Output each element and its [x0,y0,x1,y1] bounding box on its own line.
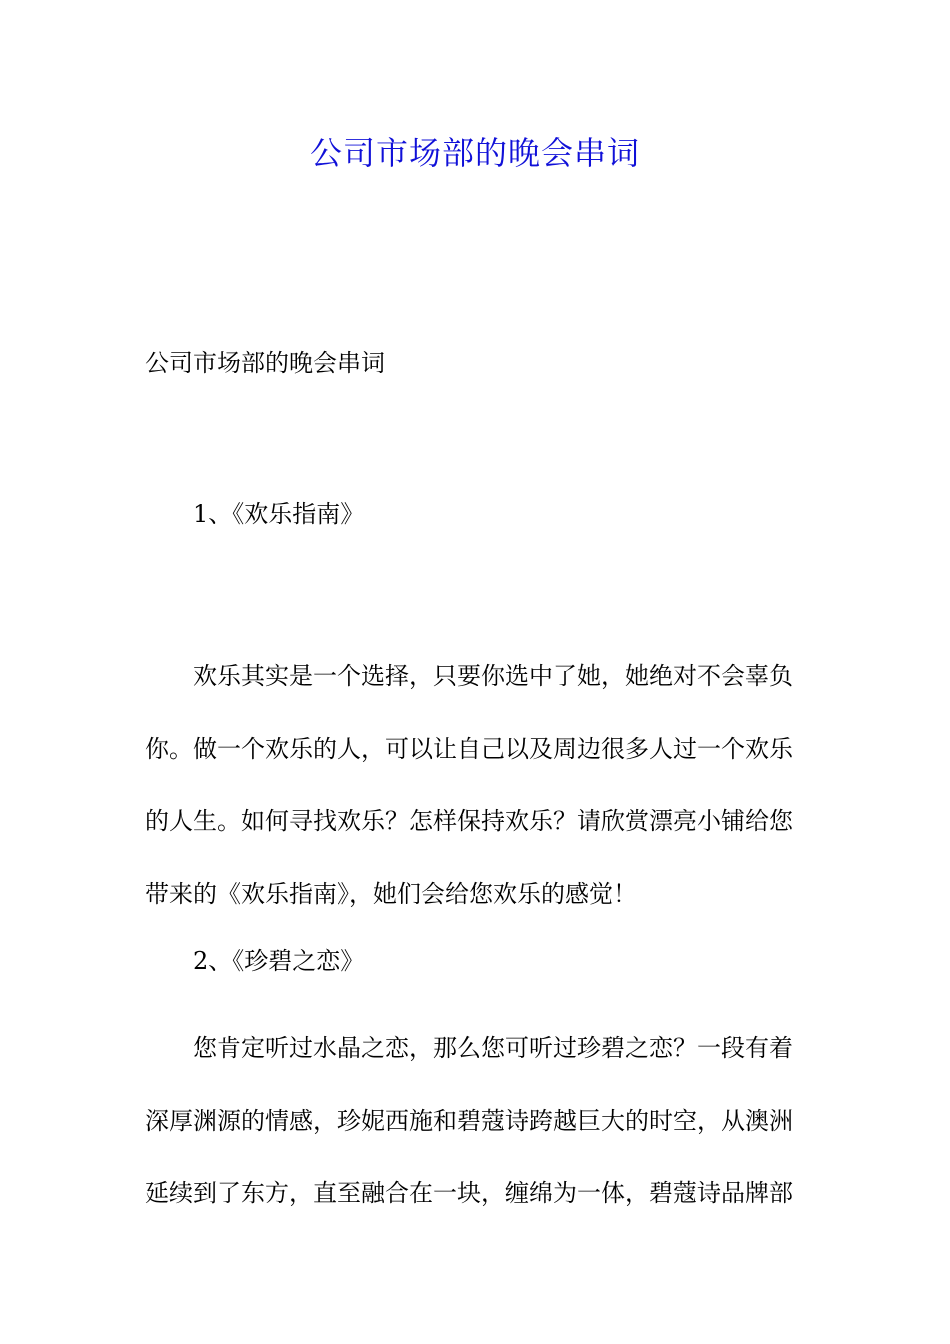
paragraph-line: 您肯定听过水晶之恋，那么您可听过珍碧之恋？一段有着 [193,1034,793,1062]
section-paragraph-1 [145,640,805,930]
paragraph-line: 深厚渊源的情感，珍妮西施和碧蔻诗跨越巨大的时空，从澳洲 [145,1106,793,1135]
section-paragraph-2 [145,1012,805,1230]
section-heading-2: 2、《珍碧之恋》 [193,947,365,975]
paragraph-line: 延续到了东方，直至融合在一块，缠绵为一体，碧蔻诗品牌部 [145,1179,793,1207]
paragraph-line: 你。做一个欢乐的人，可以让自己以及周边很多人过一个欢乐 [145,734,793,763]
document-subtitle: 公司市场部的晚会串词 [145,349,385,377]
paragraph-line: 带来的《欢乐指南》，她们会给您欢乐的感觉！ [145,879,637,908]
document-title: 公司市场部的晚会串词 [309,134,640,172]
paragraph-line: 欢乐其实是一个选择，只要你选中了她，她绝对不会辜负 [193,662,793,690]
section-heading-1: 1、《欢乐指南》 [193,500,365,528]
paragraph-line: 的人生。如何寻找欢乐？怎样保持欢乐？请欣赏漂亮小铺给您 [145,807,793,835]
